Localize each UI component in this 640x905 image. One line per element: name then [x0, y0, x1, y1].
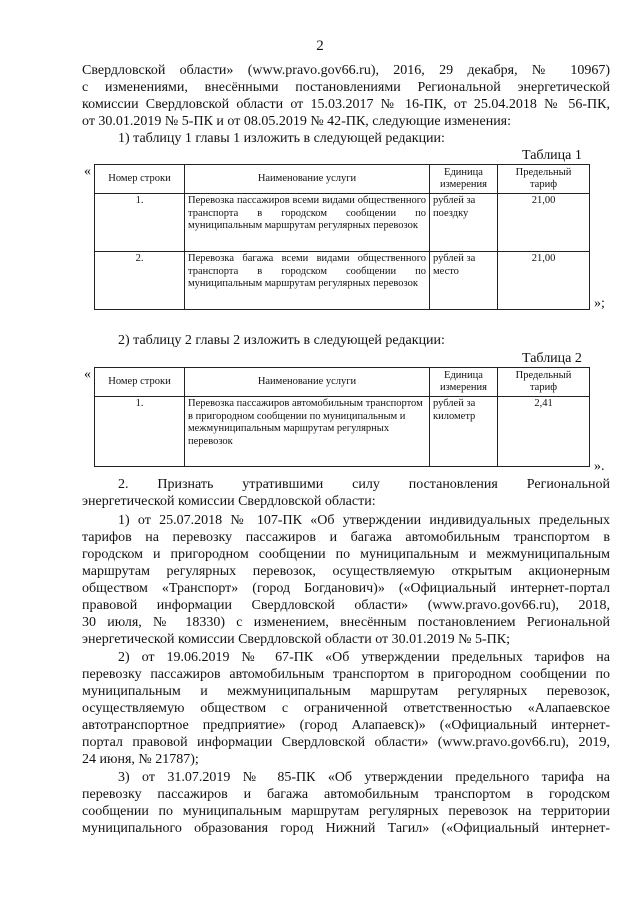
service-name: Перевозка багажа всеми видами общественного транспорта в городском сообщении по муниципальным маршрутам регулярных перевозок [185, 252, 430, 310]
header-row-number: Номер строки [95, 165, 185, 194]
para3-line: 3) от 31.07.2019 № 85-ПК «Об утверждении предельного тарифа на [118, 770, 610, 785]
para1-line: маршрутам регулярных перевозок, осуществляемую открытым акционерным [82, 564, 610, 579]
para2-line: портал правовой информации Свердловской области» (www.pravo.gov66.ru), 2019, [82, 735, 610, 750]
page-number: 2 [316, 38, 324, 54]
para1-line: правовой информации Свердловской области» (www.pravo.gov66.ru), 2018, [82, 598, 610, 613]
tariff-value: 21,00 [498, 194, 590, 252]
intro-line: от 30.01.2019 № 5-ПК и от 08.05.2019 № 42-ПК, следующие изменения: [82, 114, 512, 129]
item1-intro: 1) таблицу 1 главы 1 изложить в следующей редакции: [118, 131, 445, 146]
header-unit: Единица измерения [430, 165, 498, 194]
table2-caption: Таблица 2 [522, 351, 582, 366]
table2-open-quote: « [84, 367, 91, 382]
para2-line: перевозку пассажиров автомобильным транспортом в пригородном сообщении по [82, 667, 610, 682]
intro-line: с изменениями, внесёнными постановлениями Региональной энергетической [82, 80, 610, 95]
para3-line: муниципального образования город Нижний Тагил» («Официальный интернет- [82, 821, 610, 836]
table1-header-row [95, 165, 590, 194]
para1-line: тарифов на перевозку пассажиров и багажа автомобильным транспортом в [82, 530, 610, 545]
unit: рублей за километр [430, 397, 498, 467]
para3-line: перевозку пассажиров и багажа автомобильным транспортом в городском [82, 787, 610, 802]
header-row-number: Номер строки [95, 368, 185, 397]
para2-line: муниципальным и межмуниципальным маршрутам регулярных перевозок, [82, 684, 610, 699]
row-number: 1. [95, 194, 185, 252]
section2-line: энергетической комиссии Свердловской области: [82, 494, 376, 509]
service-name: Перевозка пассажиров всеми видами общественного транспорта в городском сообщении по муниципальным маршрутам регулярных перевозок [185, 194, 430, 252]
table1 [94, 164, 590, 310]
section2-line: 2. Признать утратившими силу постановления Региональной [118, 477, 610, 492]
table-row [95, 194, 590, 252]
header-tariff: Предельный тариф [498, 165, 590, 194]
row-number: 1. [95, 397, 185, 467]
intro-line: Свердловской области» (www.pravo.gov66.ru), 2016, 29 декабря, № 10967) [82, 63, 610, 78]
header-service-name: Наименование услуги [185, 368, 430, 397]
intro-line: комиссии Свердловской области от 15.03.2017 № 16-ПК, от 25.04.2018 № 56-ПК, [82, 97, 610, 112]
table2 [94, 367, 590, 467]
para1-line: городском и пригородном сообщении по муниципальным и межмуниципальным [82, 547, 610, 562]
table-row [95, 252, 590, 310]
header-tariff: Предельный тариф [498, 368, 590, 397]
table1-open-quote: « [84, 164, 91, 179]
table-row [95, 397, 590, 467]
unit: рублей за поездку [430, 194, 498, 252]
para3-line: сообщении по муниципальным маршрутам регулярных перевозок на территории [82, 804, 610, 819]
header-service-name: Наименование услуги [185, 165, 430, 194]
table2-header-row [95, 368, 590, 397]
tariff-value: 21,00 [498, 252, 590, 310]
row-number: 2. [95, 252, 185, 310]
table2-close-mark: ». [594, 459, 605, 474]
item2-intro: 2) таблицу 2 главы 2 изложить в следующей редакции: [118, 333, 445, 348]
header-unit: Единица измерения [430, 368, 498, 397]
para1-line: 1) от 25.07.2018 № 107-ПК «Об утверждении индивидуальных предельных [118, 513, 610, 528]
para1-line: энергетической комиссии Свердловской области от 30.01.2019 № 5-ПК; [82, 632, 511, 647]
para1-line: 30 июля, № 18330) с изменением, внесённым постановлением Региональной [82, 615, 610, 630]
para2-line: автотранспортное предприятие» (город Алапаевск)» («Официальный интернет- [82, 718, 610, 733]
service-name: Перевозка пассажиров автомобильным транспортом в пригородном сообщении по муниципальным и межмуниципальным маршрутам регулярных перевозок [185, 397, 430, 467]
para1-line: обществом «Транспорт» (город Богданович)» («Официальный интернет-портал [82, 581, 610, 596]
para2-line: 24 июня, № 21787); [82, 752, 199, 767]
para2-line: осуществляемую обществом с ограниченной ответственностью «Алапаевское [82, 701, 610, 716]
tariff-value: 2,41 [498, 397, 590, 467]
para2-line: 2) от 19.06.2019 № 67-ПК «Об утверждении предельных тарифов на [118, 650, 610, 665]
table1-caption: Таблица 1 [522, 148, 582, 163]
table1-close-mark: »; [594, 296, 605, 311]
unit: рублей за место [430, 252, 498, 310]
